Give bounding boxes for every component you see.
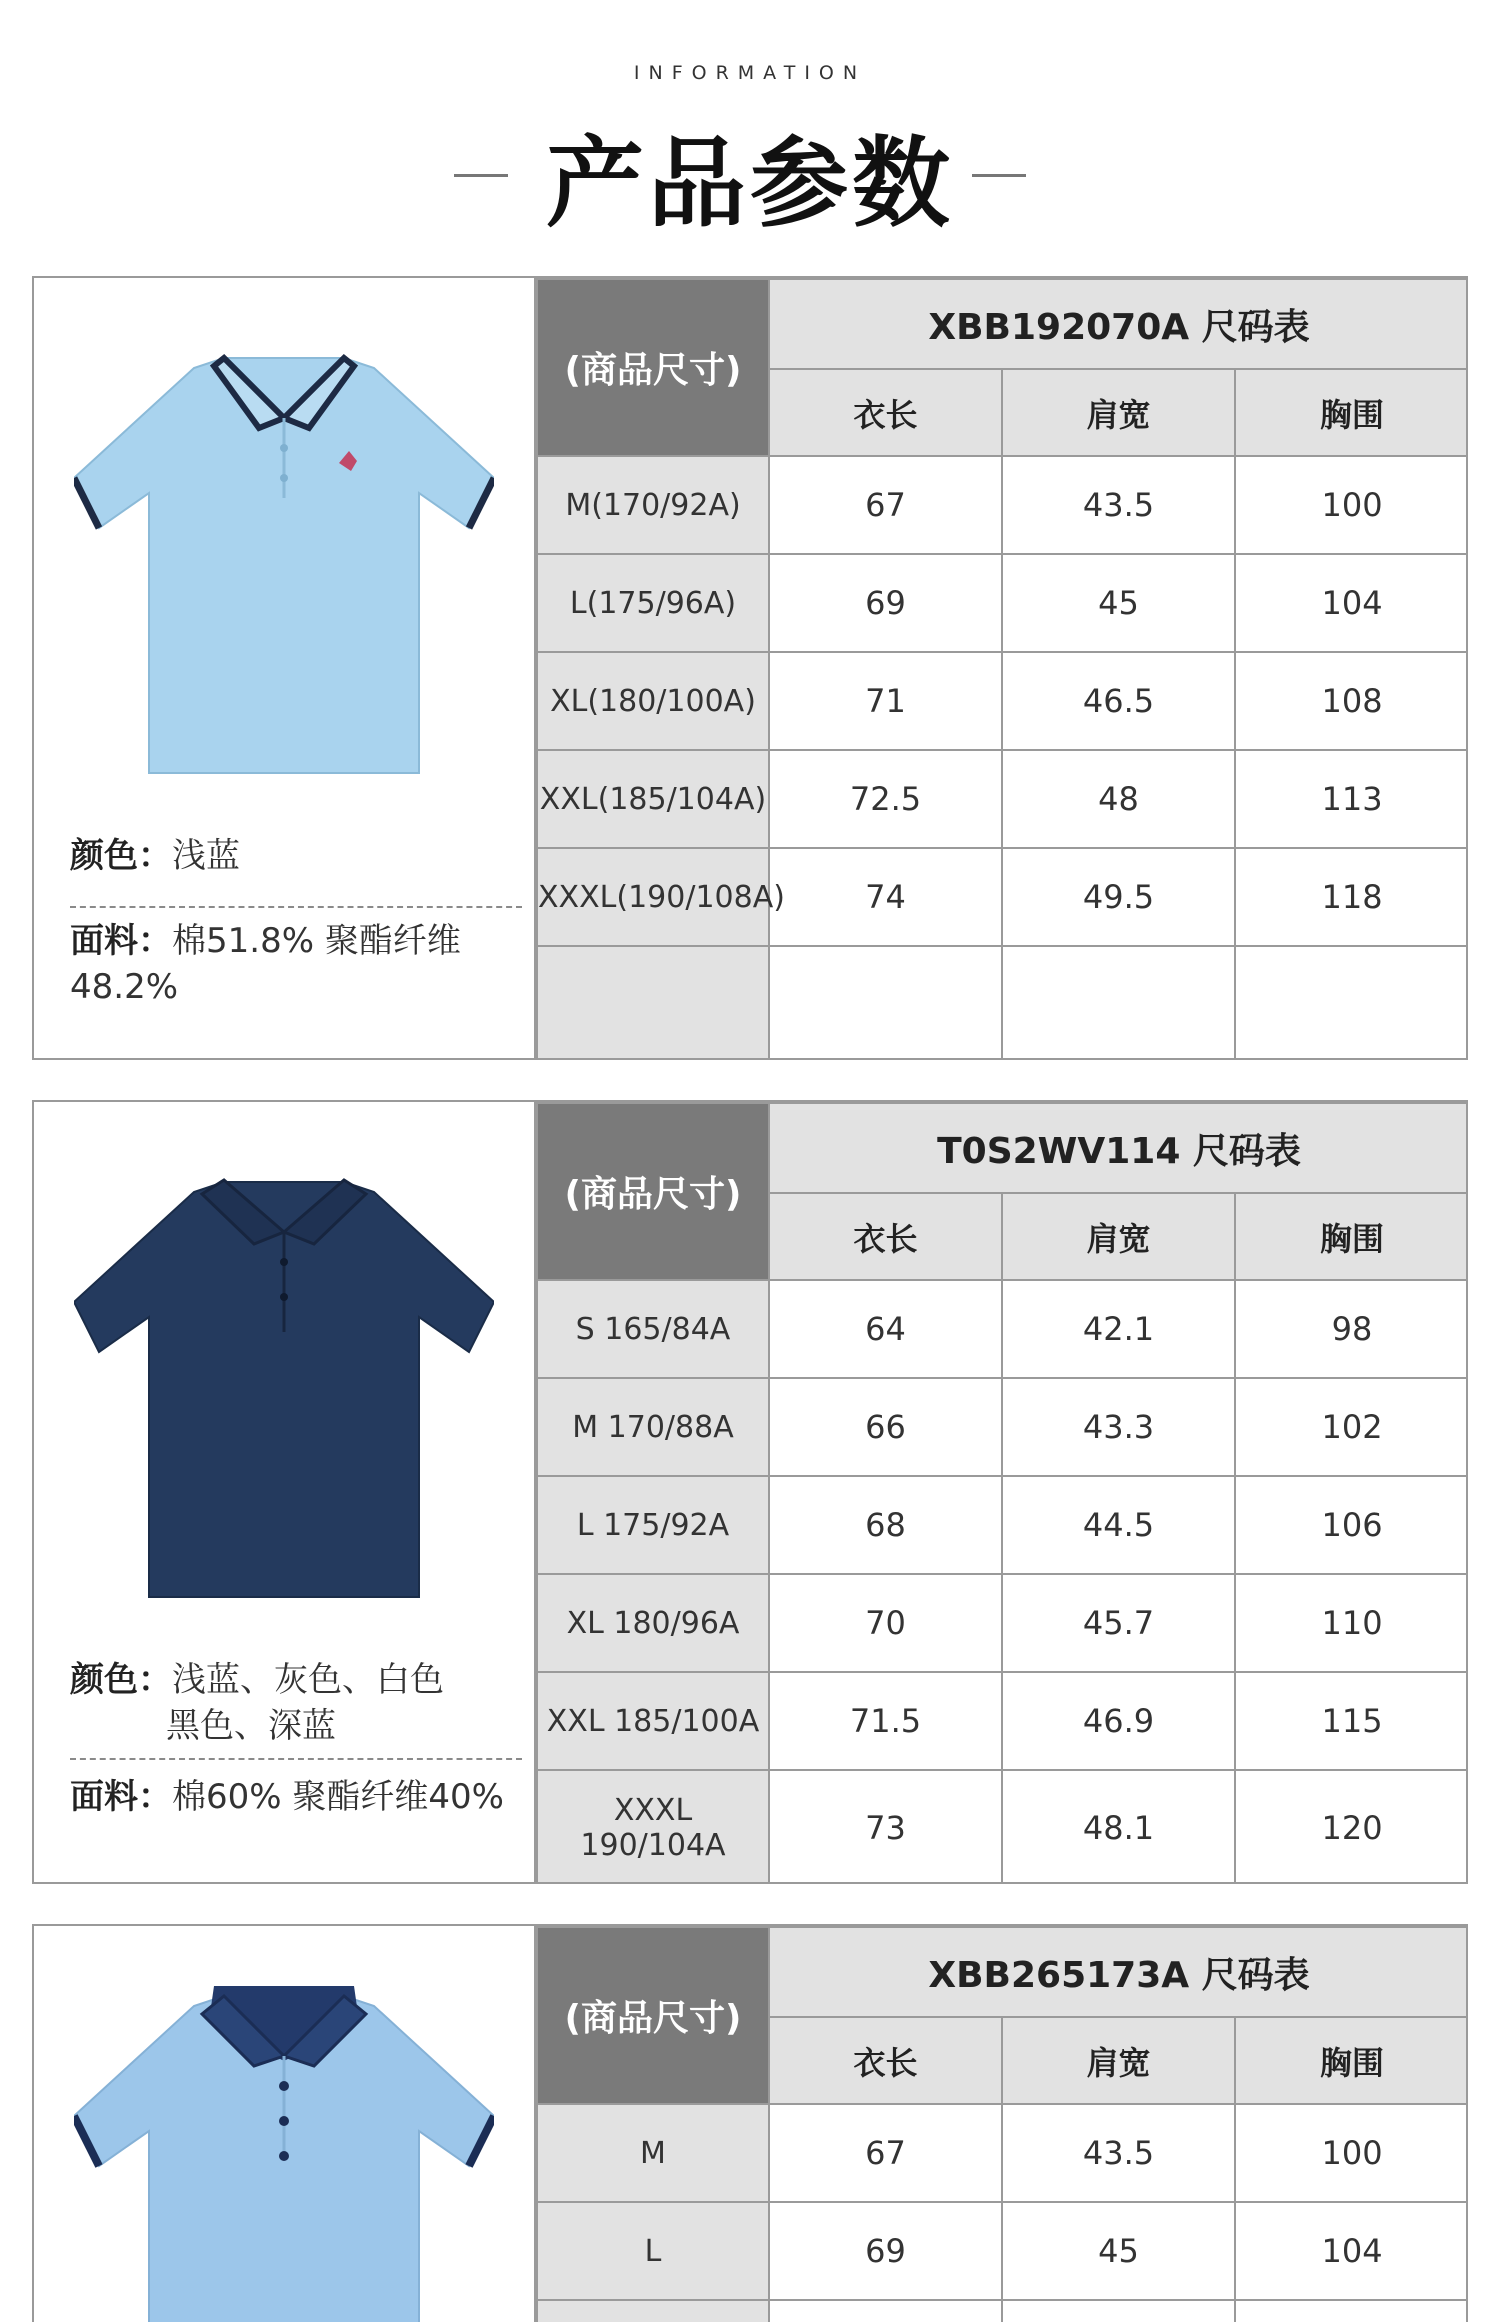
size-cell: M <box>537 2104 769 2202</box>
size-cell: XXXL 190/104A <box>537 1770 769 1884</box>
value-cell: 67 <box>769 456 1002 554</box>
value-cell <box>769 2300 1002 2322</box>
value-cell: 100 <box>1235 2104 1468 2202</box>
value-cell: 43.5 <box>1002 456 1235 554</box>
size-table-2 <box>536 1102 1468 1884</box>
value-cell: 118 <box>1235 848 1468 946</box>
value-cell <box>1002 946 1235 1060</box>
size-cell: XXL(185/104A) <box>537 750 769 848</box>
size-cell <box>537 946 769 1060</box>
table-row <box>537 456 1468 554</box>
value-cell: 49.5 <box>1002 848 1235 946</box>
col-header: 胸围 <box>1235 1193 1468 1280</box>
value-cell: 71.5 <box>769 1672 1002 1770</box>
table-row <box>537 1280 1468 1378</box>
table-title: XBB192070A 尺码表 <box>769 279 1468 369</box>
table-row <box>537 848 1468 946</box>
col-header: 衣长 <box>769 369 1002 456</box>
table-row <box>537 2300 1468 2322</box>
size-cell: XXXL(190/108A) <box>537 848 769 946</box>
value-cell <box>769 946 1002 1060</box>
value-cell: 64 <box>769 1280 1002 1378</box>
color-value-line2: 黑色、深蓝 <box>166 1706 336 1746</box>
value-cell: 43.3 <box>1002 1378 1235 1476</box>
table-row <box>537 1378 1468 1476</box>
col-header: 肩宽 <box>1002 369 1235 456</box>
value-cell: 106 <box>1235 1476 1468 1574</box>
table-row <box>537 1574 1468 1672</box>
table-row <box>537 2104 1468 2202</box>
value-cell: 68 <box>769 1476 1002 1574</box>
table-row <box>537 554 1468 652</box>
size-section-1 <box>32 276 1468 1060</box>
polo-shirt-image <box>74 328 494 778</box>
value-cell: 108 <box>1235 652 1468 750</box>
col-header: 衣长 <box>769 2017 1002 2104</box>
size-cell: S 165/84A <box>537 1280 769 1378</box>
value-cell: 48.1 <box>1002 1770 1235 1884</box>
value-cell: 69 <box>769 554 1002 652</box>
value-cell: 70 <box>769 1574 1002 1672</box>
col-header: 衣长 <box>769 1193 1002 1280</box>
value-cell: 74 <box>769 848 1002 946</box>
size-section-2 <box>32 1100 1468 1884</box>
value-cell <box>1235 2300 1468 2322</box>
page-title: 产品参数 <box>545 127 954 241</box>
value-cell: 43.5 <box>1002 2104 1235 2202</box>
size-cell: L 175/92A <box>537 1476 769 1574</box>
value-cell <box>1235 946 1468 1060</box>
value-cell: 120 <box>1235 1770 1468 1884</box>
color-label: 颜色： <box>70 836 172 876</box>
col-header: 胸围 <box>1235 2017 1468 2104</box>
value-cell: 42.1 <box>1002 1280 1235 1378</box>
value-cell: 72.5 <box>769 750 1002 848</box>
value-cell: 45 <box>1002 2202 1235 2300</box>
size-table-3 <box>536 1926 1468 2322</box>
value-cell: 45 <box>1002 554 1235 652</box>
value-cell: 46.5 <box>1002 652 1235 750</box>
product-panel <box>34 278 536 1058</box>
col-header: 肩宽 <box>1002 2017 1235 2104</box>
size-cell: L(175/96A) <box>537 554 769 652</box>
color-value: 浅蓝 <box>172 836 240 876</box>
value-cell: 73 <box>769 1770 1002 1884</box>
value-cell: 48 <box>1002 750 1235 848</box>
table-corner: (商品尺寸) <box>537 279 769 456</box>
header-subtitle: INFORMATION <box>633 62 867 84</box>
value-cell: 115 <box>1235 1672 1468 1770</box>
fabric-value: 棉60% 聚酯纤维40% <box>172 1777 504 1817</box>
color-info <box>70 1657 520 1749</box>
table-row <box>537 750 1468 848</box>
size-cell: M(170/92A) <box>537 456 769 554</box>
table-title: XBB265173A 尺码表 <box>769 1927 1468 2017</box>
color-info <box>70 833 520 879</box>
value-cell: 45.7 <box>1002 1574 1235 1672</box>
table-corner: (商品尺寸) <box>537 1927 769 2104</box>
value-cell: 46.9 <box>1002 1672 1235 1770</box>
size-cell: XL(180/100A) <box>537 652 769 750</box>
size-section-3 <box>32 1924 1468 2322</box>
dashed-divider <box>70 906 522 908</box>
size-cell: XL 180/96A <box>537 1574 769 1672</box>
table-row <box>537 2202 1468 2300</box>
table-row <box>537 1770 1468 1884</box>
table-row <box>537 652 1468 750</box>
size-cell: M 170/88A <box>537 1378 769 1476</box>
value-cell: 104 <box>1235 2202 1468 2300</box>
dashed-divider <box>70 1758 522 1760</box>
size-cell: L <box>537 2202 769 2300</box>
size-table-1 <box>536 278 1468 1060</box>
value-cell: 67 <box>769 2104 1002 2202</box>
table-title: T0S2WV114 尺码表 <box>769 1103 1468 1193</box>
fabric-label: 面料： <box>70 921 172 961</box>
value-cell <box>1002 2300 1235 2322</box>
product-panel <box>34 1102 536 1882</box>
value-cell: 104 <box>1235 554 1468 652</box>
size-cell <box>537 2300 769 2322</box>
value-cell: 44.5 <box>1002 1476 1235 1574</box>
col-header: 胸围 <box>1235 369 1468 456</box>
fabric-label: 面料： <box>70 1777 172 1817</box>
table-row-empty <box>537 946 1468 1060</box>
value-cell: 71 <box>769 652 1002 750</box>
fabric-info <box>70 918 520 1010</box>
value-cell: 100 <box>1235 456 1468 554</box>
page-header <box>0 0 1500 241</box>
value-cell: 66 <box>769 1378 1002 1476</box>
value-cell: 98 <box>1235 1280 1468 1378</box>
fabric-value: 棉51.8% 聚酯纤维48.2% <box>70 921 461 1007</box>
fabric-info <box>70 1774 520 1820</box>
value-cell: 102 <box>1235 1378 1468 1476</box>
table-corner: (商品尺寸) <box>537 1103 769 1280</box>
value-cell: 113 <box>1235 750 1468 848</box>
value-cell: 110 <box>1235 1574 1468 1672</box>
col-header: 肩宽 <box>1002 1193 1235 1280</box>
polo-shirt-image <box>74 1966 494 2322</box>
product-panel <box>34 1926 536 2322</box>
title-right-dash <box>972 174 1026 177</box>
table-row <box>537 1672 1468 1770</box>
color-label: 颜色： <box>70 1660 172 1700</box>
table-row <box>537 1476 1468 1574</box>
size-cell: XXL 185/100A <box>537 1672 769 1770</box>
color-value: 浅蓝、灰色、白色 <box>172 1660 444 1700</box>
value-cell: 69 <box>769 2202 1002 2300</box>
polo-shirt-image <box>74 1152 494 1602</box>
